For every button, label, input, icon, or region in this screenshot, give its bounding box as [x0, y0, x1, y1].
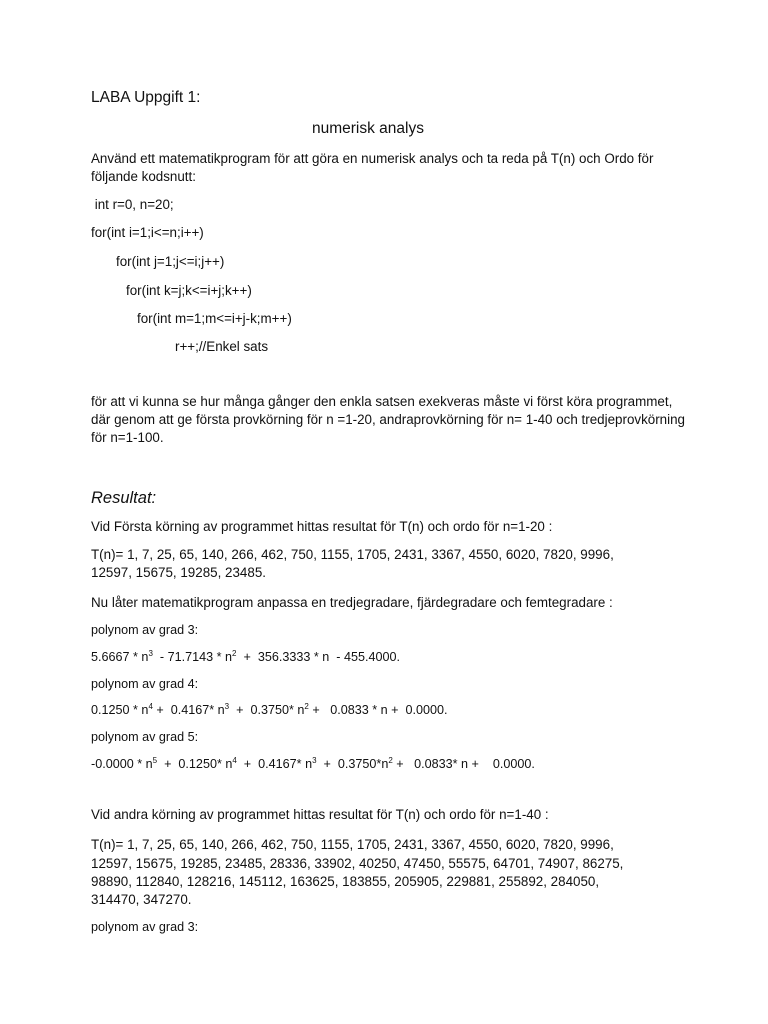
- code-line: r++;//Enkel sats: [175, 339, 269, 354]
- tn-line: 98890, 112840, 128216, 145112, 163625, 183855, 205905, 229881, 255892, 284050,: [91, 874, 600, 889]
- tn-line: 314470, 347270.: [91, 892, 192, 907]
- degree-4-label: polynom av grad 4:: [91, 677, 199, 691]
- tn-line: 12597, 15675, 19285, 23485, 28336, 33902, 40250, 47450, 55575, 64701, 74907, 86275,: [91, 856, 624, 871]
- degree-4-polynomial: $0.1250 * n^4 + 0.4167*$ $n^3 + 0.3750*$ $n^2 + 0.0833 * n + 0.0000$.: [91, 702, 448, 717]
- fit-text: Nu låter matematikprogram anpassa en tredjegradare, fjärdegradare och femtegradare :: [91, 595, 613, 610]
- degree-5-polynomial: $-0.0000 * n^5 + 0.1250*$ $n^4 + 0.4167*$ $n^3 + 0.3750*n^2 + 0.0833*$ n + 0.0000.: [91, 756, 535, 771]
- intro-paragraph: Använd ett matematikprogram för att göra en numerisk analys och ta reda på T(n) och Ordo för följande kodsnutt:: [91, 151, 654, 184]
- tn-line: T(n)= 1, 7, 25, 65, 140, 266, 462, 750, 1155, 1705, 2431, 3367, 4550, 6020, 7820, 9996,: [91, 837, 614, 852]
- degree-3-polynomial: $5.6667 * n^3 - 71.7143 * n^2 + 356.3333 * n - 455.4000$.: [91, 649, 400, 664]
- second-run-degree-3-label: polynom av grad 3:: [91, 920, 199, 934]
- first-run-intro: Vid Första körning av programmet hittas resultat för T(n) och ordo för n=1-20 :: [91, 519, 553, 534]
- explanation-paragraph: för att vi kunna se hur många gånger den enkla satsen exekveras måste vi först köra programmet, där genom att ge första provkörning för n =1-20, andraprovkörning för n= 1-40 och tredjeprovkörning för n=1-100.: [91, 394, 686, 445]
- code-line: for(int m=1;m<=i+j-k;m++): [137, 311, 292, 326]
- first-run-tn: T(n)= 1, 7, 25, 65, 140, 266, 462, 750, 1155, 1705, 2431, 3367, 4550, 6020, 7820, 9996, 12597, 15675, 19285, 23485.: [91, 547, 614, 580]
- code-line: for(int k=j;k<=i+j;k++): [126, 283, 252, 298]
- results-heading: Resultat:: [91, 489, 157, 507]
- code-line: int r=0, n=20;: [91, 197, 174, 212]
- second-run-intro: Vid andra körning av programmet hittas resultat för T(n) och ordo för n=1-40 :: [91, 807, 549, 822]
- degree-3-label: polynom av grad 3:: [91, 623, 199, 637]
- code-line: for(int j=1;j<=i;j++): [116, 254, 225, 269]
- code-line: for(int i=1;i<=n;i++): [91, 225, 204, 240]
- page-subtitle: numerisk analys: [312, 120, 424, 137]
- degree-5-label: polynom av grad 5:: [91, 730, 199, 744]
- page-title: LABA Uppgift 1:: [91, 89, 201, 106]
